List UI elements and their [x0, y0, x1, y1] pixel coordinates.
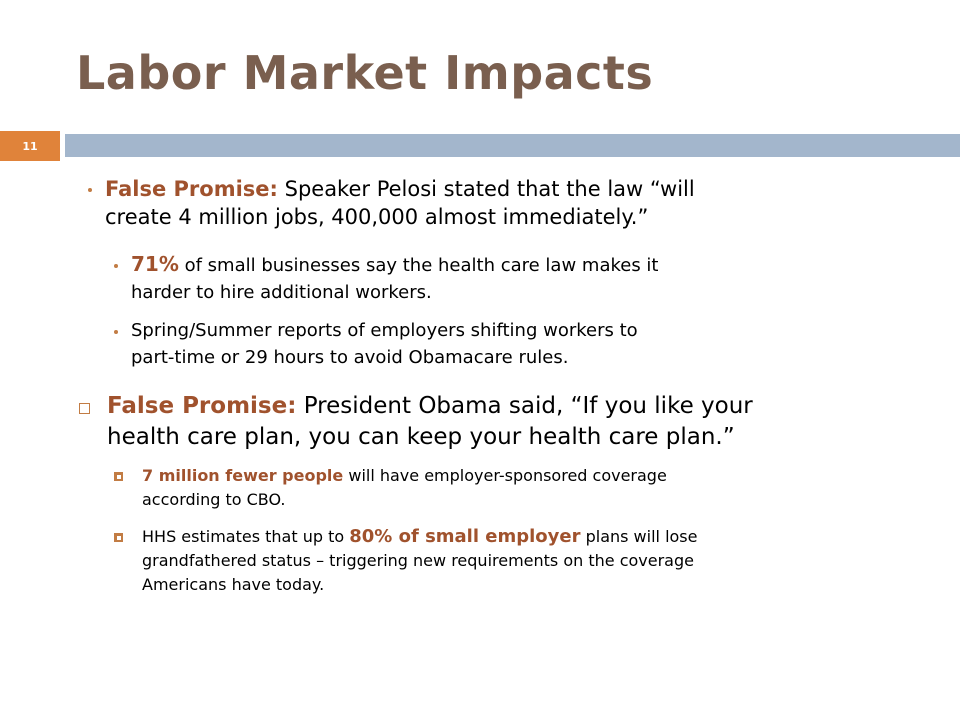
- slide-number: 11: [0, 131, 60, 161]
- bullet-2-line1: President Obama said, “If you like your: [296, 393, 753, 419]
- sub-2-2-pre: HHS estimates that up to: [142, 527, 350, 546]
- sub-2-1-line2: according to CBO.: [142, 490, 286, 509]
- bullet-1: [105, 175, 695, 231]
- sub-1-1-line2: harder to hire additional workers.: [131, 282, 432, 303]
- filled-square-bullet-icon: [114, 533, 123, 542]
- bullet-1-lead: False Promise:: [105, 177, 278, 201]
- bullet-2-line2: health care plan, you can keep your health care plan.”: [107, 424, 735, 450]
- sub-bullet-2-2: [142, 525, 697, 597]
- square-bullet-icon: [79, 403, 90, 414]
- sub-1-2-line2: part-time or 29 hours to avoid Obamacare rules.: [131, 347, 569, 368]
- filled-square-bullet-icon: [114, 472, 123, 481]
- bullet-2: [107, 391, 753, 453]
- bullet-dot-icon: [88, 188, 92, 192]
- sub-2-1-accent: 7 million fewer people: [142, 466, 344, 485]
- sub-2-2-line1: plans will lose: [580, 527, 698, 546]
- sub-bullet-2-1: [142, 464, 667, 512]
- slide-title: Labor Market Impacts: [76, 46, 654, 100]
- sub-2-1-line1: will have employer-sponsored coverage: [343, 466, 667, 485]
- sub-bullet-1-2: [131, 317, 638, 371]
- bullet-2-lead: False Promise:: [107, 393, 297, 419]
- sub-1-1-line1: of small businesses say the health care law makes it: [178, 255, 659, 276]
- sub-bullet-1-1: [131, 251, 659, 306]
- sub-bullet-dot-icon: [114, 330, 118, 334]
- sub-2-2-accent: 80% of small employer: [349, 526, 581, 547]
- sub-1-1-accent: 71%: [131, 252, 179, 276]
- bullet-1-line2: create 4 million jobs, 400,000 almost immediately.”: [105, 205, 649, 229]
- sub-2-2-line2: grandfathered status – triggering new requirements on the coverage: [142, 551, 694, 570]
- bullet-1-line1: Speaker Pelosi stated that the law “will: [277, 177, 695, 201]
- sub-1-2-line1: Spring/Summer reports of employers shifting workers to: [131, 320, 638, 341]
- sub-2-2-line3: Americans have today.: [142, 575, 325, 594]
- sub-bullet-dot-icon: [114, 264, 118, 268]
